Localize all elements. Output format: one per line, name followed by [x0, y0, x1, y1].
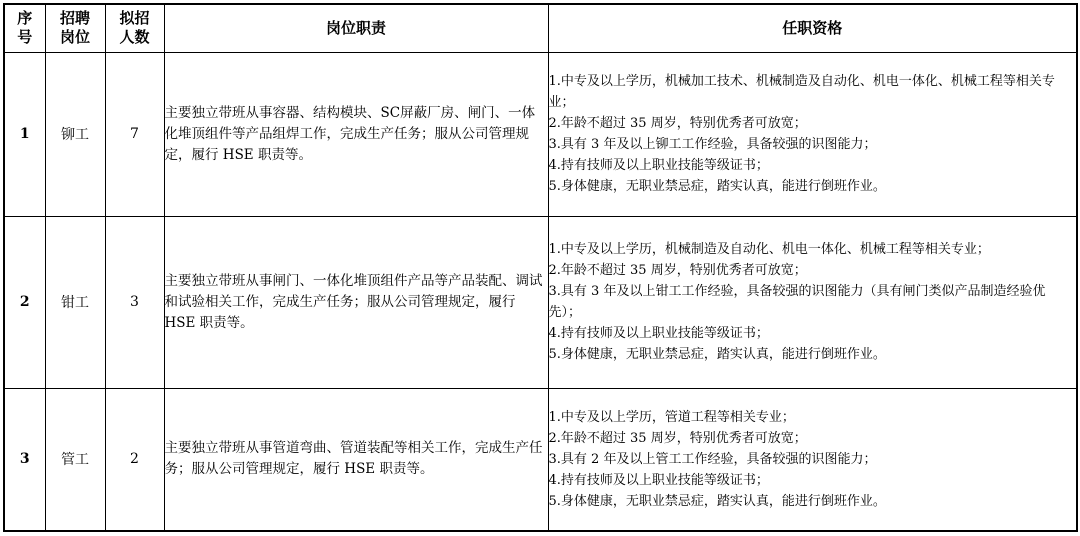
row-duty: 主要独立带班从事管道弯曲、管道装配等相关工作，完成生产任务；服从公司管理规定，履行 HSE 职责等。	[164, 388, 548, 531]
qualification-item: 1.中专及以上学历，机械加工技术、机械制造及自动化、机电一体化、机械工程等相关专业；	[548, 74, 1055, 110]
row-count: 2	[105, 388, 164, 531]
row-position: 管工	[45, 388, 105, 531]
header-position: 招聘 岗位	[45, 4, 105, 52]
row-count: 3	[105, 216, 164, 388]
qualification-item: 4.持有技师及以上职业技能等级证书；	[548, 326, 769, 341]
qualification-item: 3.具有 3 年及以上钳工工作经验，具备较强的识图能力（具有闸门类似产品制造经验优先）；	[548, 284, 1046, 320]
row-seq: 3	[4, 388, 45, 531]
row-seq: 1	[4, 52, 45, 216]
header-seq: 序 号	[4, 4, 45, 52]
qualification-item: 3.具有 3 年及以上铆工工作经验，具备较强的识图能力；	[548, 137, 877, 152]
table-row	[4, 216, 1077, 388]
row-position: 钳工	[45, 216, 105, 388]
qualification-item: 1.中专及以上学历，管道工程等相关专业；	[548, 409, 795, 425]
recruitment-table	[3, 3, 1078, 532]
row-qualifications	[548, 216, 1077, 388]
qualification-item: 5.身体健康，无职业禁忌症，踏实认真，能进行倒班作业。	[548, 493, 886, 509]
qualification-item: 2.年龄不超过 35 周岁，特别优秀者可放宽；	[548, 116, 807, 131]
row-duty: 主要独立带班从事闸门、一体化堆顶组件产品等产品装配、调试和试验相关工作，完成生产任务；服从公司管理规定，履行 HSE 职责等。	[164, 216, 548, 388]
row-qualifications	[548, 388, 1077, 531]
qualification-item: 4.持有技师及以上职业技能等级证书；	[548, 472, 769, 488]
row-duty: 主要独立带班从事容器、结构模块、SC屏蔽厂房、闸门、一体化堆顶组件等产品组焊工作，完成生产任务；服从公司管理规定，履行 HSE 职责等。	[164, 52, 548, 216]
header-duty: 岗位职责	[164, 4, 548, 52]
row-count: 7	[105, 52, 164, 216]
table-header-row	[4, 4, 1077, 52]
qualification-item: 5.身体健康，无职业禁忌症，踏实认真，能进行倒班作业。	[548, 179, 886, 194]
qualification-item: 4.持有技师及以上职业技能等级证书；	[548, 158, 769, 173]
qualification-item: 5.身体健康，无职业禁忌症，踏实认真，能进行倒班作业。	[548, 347, 886, 362]
row-seq: 2	[4, 216, 45, 388]
qualification-item: 1.中专及以上学历，机械制造及自动化、机电一体化、机械工程等相关专业；	[548, 242, 990, 257]
qualification-item: 2.年龄不超过 35 周岁，特别优秀者可放宽；	[548, 430, 807, 446]
qualification-item: 2.年龄不超过 35 周岁，特别优秀者可放宽；	[548, 263, 807, 278]
table-row	[4, 388, 1077, 531]
table-row	[4, 52, 1077, 216]
row-qualifications	[548, 52, 1077, 216]
row-position: 铆工	[45, 52, 105, 216]
header-qualification: 任职资格	[548, 4, 1077, 52]
qualification-item: 3.具有 2 年及以上管工工作经验，具备较强的识图能力；	[548, 451, 877, 467]
header-count: 拟招 人数	[105, 4, 164, 52]
